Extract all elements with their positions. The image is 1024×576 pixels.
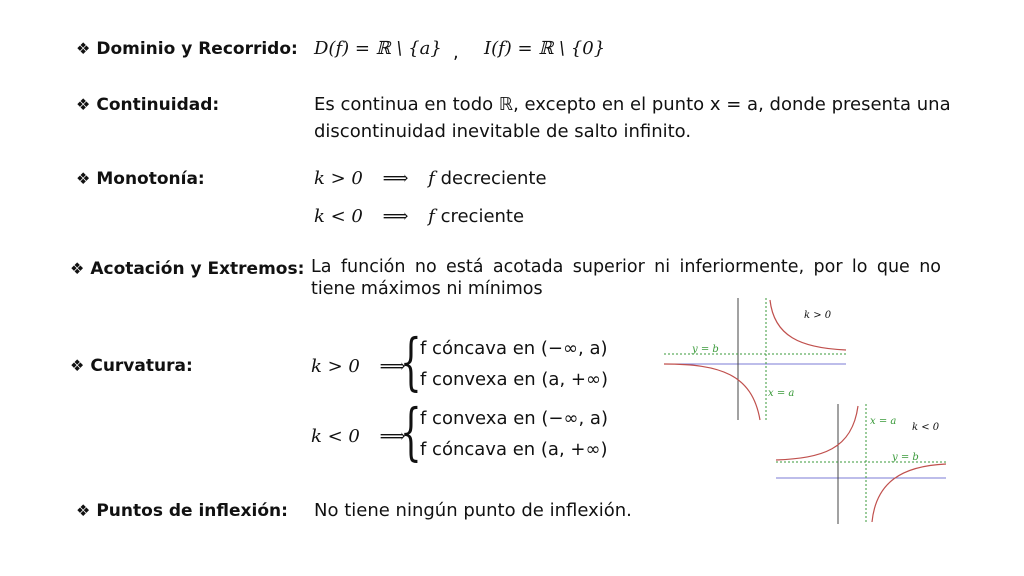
asymptote-v-label: x = a [768, 388, 795, 399]
range-expression: I(f) = ℝ \ {0} [484, 38, 606, 59]
bullet-icon: ❖ [70, 259, 85, 278]
continuidad-row [76, 94, 219, 116]
bullet-icon: ❖ [76, 169, 91, 188]
continuidad-line1: Es continua en todo ℝ, excepto en el punto x = a, donde presenta una [314, 94, 951, 115]
curvatura-case2-line1: f convexa en (−∞, a) [420, 408, 608, 429]
graph-title: k < 0 [912, 422, 940, 433]
curvatura-case1 [311, 354, 405, 380]
inflexion-label: Puntos de inflexión: [96, 501, 288, 521]
hyperbola-left-branch [664, 364, 760, 420]
monotonia-case2-f: f [428, 206, 435, 227]
bullet-icon: ❖ [76, 39, 91, 58]
monotonia-label: Monotonía: [96, 169, 205, 189]
monotonia-case1-f: f [428, 168, 435, 189]
implies-arrow-icon: ⟹ [379, 356, 406, 377]
implies-arrow-icon: ⟹ [379, 426, 406, 447]
monotonia-row [76, 168, 205, 190]
bullet-icon: ❖ [70, 356, 85, 375]
curvatura-case1-line2: f convexa en (a, +∞) [420, 369, 608, 390]
asymptote-v-label: x = a [870, 416, 897, 427]
monotonia-case2-condition: k < 0 [314, 206, 363, 227]
implies-arrow-icon: ⟹ [382, 168, 409, 189]
domain-expression: D(f) = ℝ \ {a} [314, 38, 442, 59]
dominio-row [76, 38, 298, 60]
monotonia-case1 [314, 166, 547, 192]
curvatura-case1-condition: k > 0 [311, 356, 360, 377]
acotacion-row [70, 258, 304, 280]
graph-title: k > 0 [804, 310, 832, 321]
curvatura-row [70, 355, 193, 377]
brace-icon: { [400, 325, 422, 398]
continuidad-line2: discontinuidad inevitable de salto infinito. [314, 121, 692, 142]
hyperbola-right-branch [770, 300, 846, 350]
brace-icon: { [400, 395, 422, 468]
acotacion-text: La función no está acotada superior ni inferiormente, por lo que no tiene máximos ni mínimos [311, 257, 941, 299]
dominio-separator: , [453, 42, 459, 63]
asymptote-h-label: y = b [892, 452, 919, 463]
continuidad-label: Continuidad: [96, 95, 220, 115]
inflexion-row [76, 500, 288, 522]
curvatura-case2 [311, 424, 405, 450]
curvatura-case2-line2: f cóncava en (a, +∞) [420, 439, 608, 460]
monotonia-case1-text: decreciente [440, 168, 547, 189]
continuidad-text [314, 91, 951, 145]
hyperbola-graph-k-negative [772, 402, 950, 526]
curvatura-case2-condition: k < 0 [311, 426, 360, 447]
bullet-icon: ❖ [76, 501, 91, 520]
monotonia-case1-condition: k > 0 [314, 168, 363, 189]
monotonia-case2 [314, 204, 524, 230]
acotacion-label: Acotación y Extremos: [90, 259, 305, 279]
curvatura-label: Curvatura: [90, 356, 193, 376]
monotonia-case2-text: creciente [440, 206, 525, 227]
dominio-label: Dominio y Recorrido: [96, 39, 298, 59]
bullet-icon: ❖ [76, 95, 91, 114]
inflexion-text: No tiene ningún punto de inflexión. [314, 500, 632, 521]
implies-arrow-icon: ⟹ [382, 206, 409, 227]
hyperbola-left-branch [776, 406, 858, 460]
curvatura-case1-line1: f cóncava en (−∞, a) [420, 338, 608, 359]
asymptote-h-label: y = b [692, 344, 719, 355]
hyperbola-right-branch [872, 464, 946, 522]
